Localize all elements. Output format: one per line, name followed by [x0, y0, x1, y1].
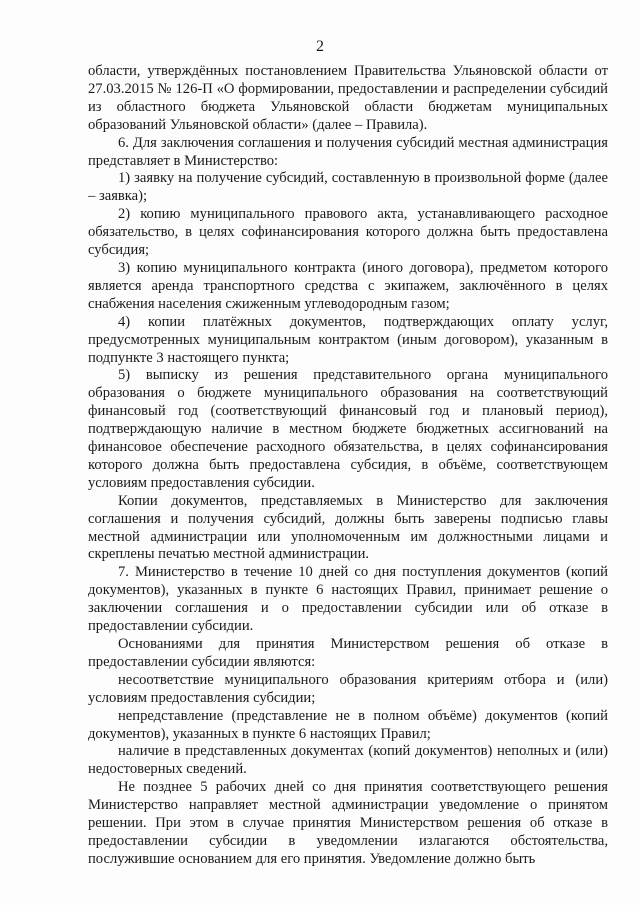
paragraph-clause-7: 7. Министерство в течение 10 дней со дня поступления документов (копий документов), указанных в пункте 6 настоящих Правил, принимает решение о заключении соглашения и о предоставлении субсидии или об отказе в предоставлении субсидии.: [88, 564, 608, 635]
paragraph-clause-6: 6. Для заключения соглашения и получения субсидий местная администрация представляет в Министерство:: [88, 134, 608, 169]
paragraph-item-5: 5) выписку из решения представительного органа муниципального образования о бюджете муниципального образования на соответствующий финансовый год (соответствующий финансовый год и плановый период), подтверждающую наличие в местном бюджете бюджетных ассигнований на финансовое обеспечение расходного обязательства, в целях софинансирования которого должна быть предоставлена субсидия, в объёме, соответствующем условиям предоставления субсидии.: [88, 367, 608, 491]
paragraph-item-4: 4) копии платёжных документов, подтверждающих оплату услуг, предусмотренных муниципальным контрактом (иным договором), указанным в подпункте 3 настоящего пункта;: [88, 313, 608, 366]
paragraph-refusal-grounds: Основаниями для принятия Министерством решения об отказе в предоставлении субсидии являются:: [88, 636, 608, 670]
paragraph-copies: Копии документов, представляемых в Министерство для заключения соглашения и получения субсидий, должны быть заверены подписью главы местной администрации или уполномоченным им должностными лицами и скреплены печатью местной администрации.: [88, 492, 608, 563]
page-number: 2: [316, 38, 324, 55]
paragraph-ground-1: несоответствие муниципального образования критериям отбора и (или) условиям предоставления субсидии;: [88, 671, 608, 706]
paragraph-notification: Не позднее 5 рабочих дней со дня принятия соответствующего решения Министерство направляет местной администрации уведомление о принятом решении. При этом в случае принятия Министерством решения об отказе в предоставлении субсидии в уведомлении излагаются обстоятельства, послужившие основанием для его принятия. Уведомление должно быть: [88, 779, 608, 867]
paragraph-item-2: 2) копию муниципального правового акта, устанавливающего расходное обязательство, в целях софинансирования которого должна быть предоставлена субсидия;: [88, 206, 608, 259]
paragraph-item-1: 1) заявку на получение субсидий, составленную в произвольной форме (далее – заявка);: [88, 170, 608, 205]
paragraph-ground-2: непредставление (представление не в полном объёме) документов (копий документов), указанных в пункте 6 настоящих Правил;: [88, 707, 608, 742]
paragraph-item-3: 3) копию муниципального контракта (иного договора), предметом которого является аренда транспортного средства с экипажем, заключённого в целях снабжения населения сжиженным углеводородным газом;: [88, 259, 608, 312]
paragraph-ground-3: наличие в представленных документах (копий документов) неполных и (или) недостоверных сведений.: [88, 743, 608, 778]
paragraph-continuation: области, утверждённых постановлением Правительства Ульяновской области от 27.03.2015 № 126-П «О формировании, предоставлении и распределении субсидий из областного бюджета Ульяновской области бюджетам муниципальных образований Ульяновской области» (далее – Правила).: [88, 63, 608, 133]
document-body: [88, 63, 608, 869]
